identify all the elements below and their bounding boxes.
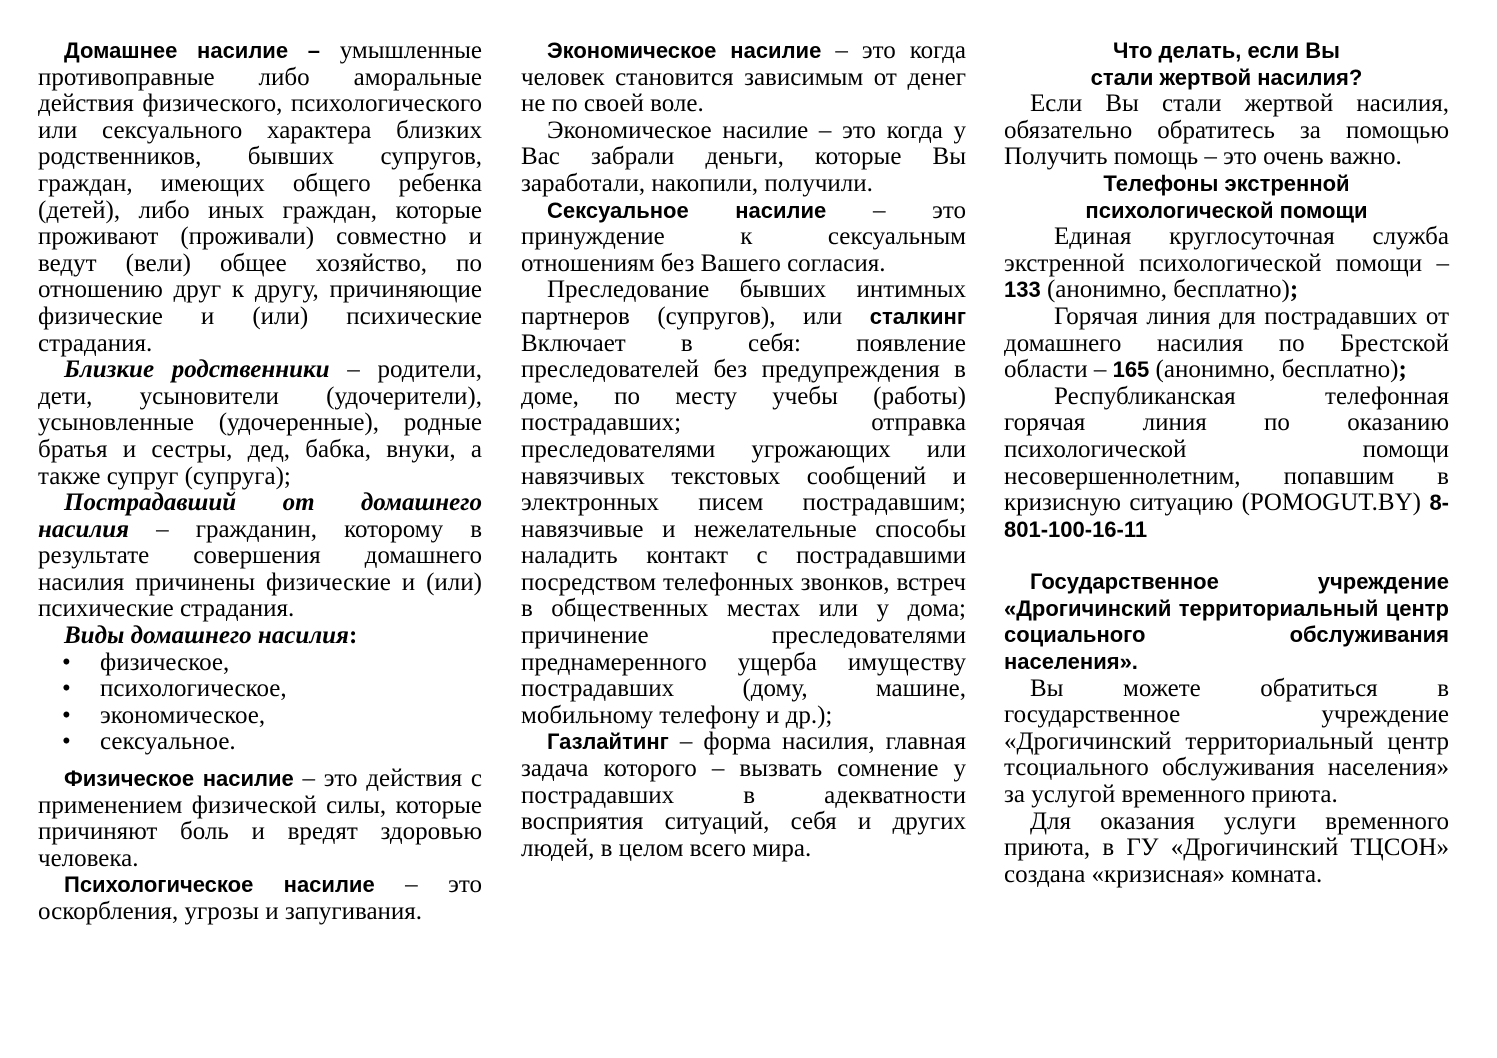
types-heading (38, 623, 482, 650)
phones-title-line2: психологической помощи (1085, 197, 1368, 223)
definition-gaslighting: – форма насилия, главная задача которого – вызвать сомнение у пострадавших в адекватности восприятия ситуаций, себя и других людей, в целом всего мира. (521, 728, 966, 862)
column-definitions (38, 38, 482, 926)
term-sexual-violence: Сексуальное насилие (547, 197, 827, 223)
definition-physical-violence: – это действия с применением физической силы, которые причиняют боль и вредят здоровью человека. (38, 765, 482, 872)
definition-psychological-violence: – это оскорбления, угрозы и запугивания. (38, 871, 482, 925)
types-heading-colon: : (348, 622, 358, 650)
phones-title (1004, 171, 1449, 224)
term-stalking: сталкинг (869, 303, 966, 329)
list-item: • экономическое, (38, 703, 482, 730)
what-to-do-title (1004, 38, 1449, 91)
phone-emergency-text: Единая круглосуточная служба экстренной психологической помощи – (1004, 223, 1449, 277)
phone-republican (1004, 384, 1449, 544)
definition-stalking: Включает в себя: появление преследователей без предупреждения в доме, по месту учебы (работы) пострадавших; отправка преследователями угрожающих или навязчивых текстовых сообщений и электронных писем пострадавшим; навязчивые и нежелательные способы наладить контакт с пострадавшими посредством телефонных звонков, встреч в общественных местах или у дома; причинение преследователями преднамеренного ущерба имуществу пострадавших (дому, машине, мобильному телефону и др.); (521, 329, 966, 729)
term-victim: Пострадавший от домашнего насилия (38, 489, 482, 543)
types-heading-text: Виды домашнего насилия (64, 622, 349, 650)
paragraph-sexual-violence (521, 198, 966, 278)
phone-emergency-number: 133 (1004, 277, 1041, 303)
what-to-do-title-line2: стали жертвой насилия? (1090, 64, 1363, 90)
term-physical-violence: Физическое насилие (64, 766, 294, 792)
paragraph-gaslighting (521, 729, 966, 862)
term-close-relatives: Близкие родственники (64, 356, 330, 384)
what-to-do-text: Если Вы стали жертвой насилия, обязательно обратитесь за помощью Получить помощь – это очень важно. (1004, 90, 1449, 171)
definition-sexual-violence: – это принуждение к сексуальным отношениям без Вашего согласия. (521, 196, 966, 277)
phone-hotline-end: ; (1398, 356, 1407, 384)
definition-economic-violence: – это когда человек становится зависимым от денег не по своей воле. (521, 37, 966, 118)
column-help (1004, 38, 1449, 888)
term-gaslighting: Газлайтинг (547, 729, 669, 755)
phone-emergency (1004, 224, 1449, 304)
phone-hotline-text: Горячая линия для пострадавших от домашнего насилия по Брестской области – (1004, 302, 1449, 384)
list-item: • психологическое, (38, 676, 482, 703)
org-title: Государственное учреждение «Дрогичинский территориальный центр социального обслуживания населения». (1004, 569, 1449, 675)
definition-victim: – гражданин, которому в результате совершения домашнего насилия причинены физические и (или) психические страдания. (38, 515, 482, 623)
phone-emergency-note: (анонимно, бесплатно) (1040, 276, 1290, 304)
phone-republican-text: Республиканская телефонная горячая линия по оказанию психологической помощи несовершеннолетним, попавшим в кризисную ситуацию (POMOGUT.BY) (1004, 382, 1449, 517)
paragraph-economic-violence (521, 38, 966, 118)
column-violence-forms (521, 38, 966, 862)
term-economic-violence: Экономическое насилие (547, 38, 822, 63)
paragraph-close-relatives (38, 357, 482, 490)
paragraph-victim (38, 490, 482, 623)
what-to-do-title-line1: Что делать, если Вы (1113, 38, 1340, 63)
definition-domestic-violence: умышленные противоправные либо аморальные действия физического, психологического или сексуального характера близких родственников, бывших супругов, граждан, имеющих общего ребенка (детей), либо иных граждан, которые проживают (проживали) совместно и ведут (вели) общее хозяйство, по отношению друг к другу, причиняющие физические и (или) психические страдания. (38, 37, 482, 357)
paragraph-psychological-violence (38, 872, 482, 925)
org-paragraph-1: Вы можете обратиться в государственное учреждение «Дрогичинский территориальный центр тсоциального обслуживания населения» за услугой временного приюта. (1004, 674, 1449, 809)
term-domestic-violence: Домашнее насилие – (64, 38, 320, 63)
types-list (38, 650, 482, 756)
phone-hotline-brest (1004, 304, 1449, 384)
phone-emergency-end: ; (1289, 276, 1299, 304)
stalking-intro: Преследование бывших интимных партнеров (супругов), или (521, 276, 966, 330)
phones-title-line1: Телефоны экстренной (1103, 170, 1350, 196)
paragraph-stalking (521, 277, 966, 729)
phone-republican-number: 8-801-100-16-11 (1004, 490, 1449, 542)
list-item: • физическое, (38, 650, 482, 677)
paragraph-domestic-violence (38, 38, 482, 357)
paragraph-physical-violence (38, 766, 482, 872)
term-psychological-violence: Психологическое насилие (64, 872, 375, 898)
phone-hotline-note: (анонимно, бесплатно) (1149, 356, 1399, 384)
spacer (1004, 543, 1449, 569)
definition-close-relatives: – родители, дети, усыновители (удочерители), усыновленные (удочеренные), родные братья и сестры, дед, бабка, внуки, а также супруг (супруга); (38, 356, 482, 490)
phone-hotline-number: 165 (1112, 357, 1150, 383)
list-item: • сексуальное. (38, 729, 482, 756)
org-paragraph-2: Для оказания услуги временного приюта, в ГУ «Дрогичинский ТЦСОН» создана «кризисная» комната. (1004, 807, 1449, 888)
paragraph-economic-example: Экономическое насилие – это когда у Вас забрали деньги, которые Вы заработали, накопили, получили. (521, 116, 966, 197)
